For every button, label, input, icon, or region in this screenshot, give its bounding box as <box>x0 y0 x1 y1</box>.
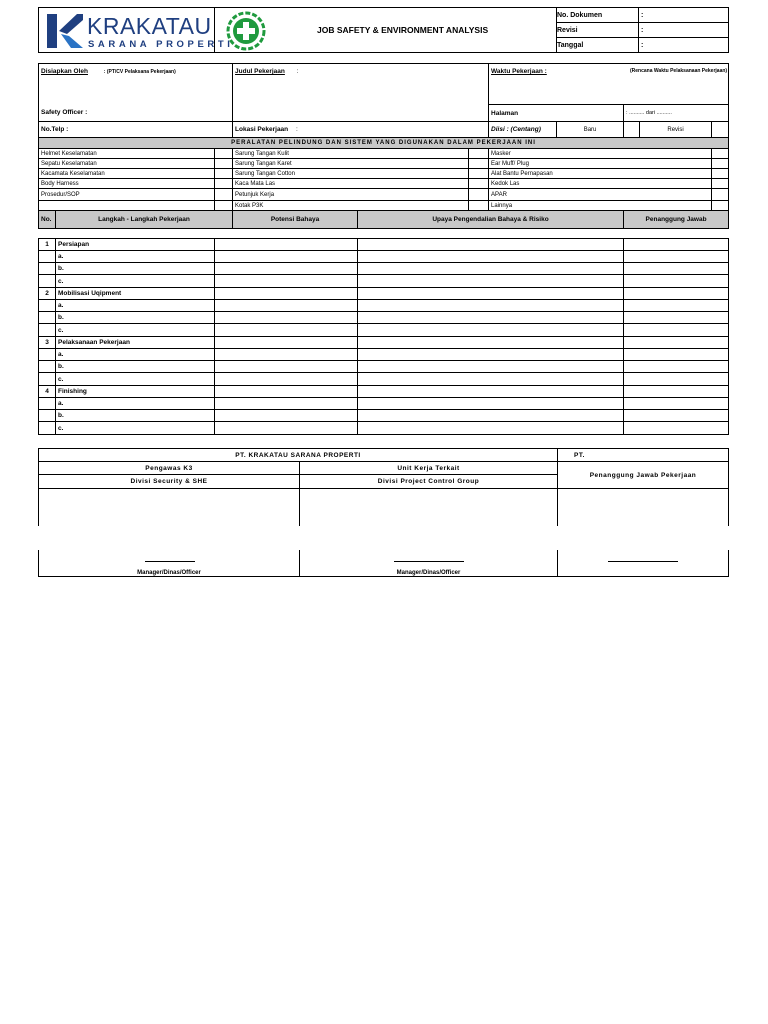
apd-item: Sepatu Keselamatan <box>39 159 215 169</box>
meta-value-revisi[interactable] <box>639 23 729 38</box>
apd-item: Ear Muff/ Plug <box>489 159 712 169</box>
apd-row <box>39 149 729 159</box>
signature-name-2[interactable] <box>300 550 558 576</box>
upaya-cell[interactable] <box>358 373 624 386</box>
krakatau-logo-icon <box>47 14 83 48</box>
potensi-cell[interactable] <box>215 361 358 373</box>
safety-officer-field[interactable] <box>39 105 233 122</box>
penanggung-cell[interactable] <box>624 239 729 251</box>
potensi-cell[interactable] <box>215 312 358 324</box>
diisi-label: Diisi : (Centang) <box>489 122 557 138</box>
step-name: Finishing <box>56 386 215 398</box>
potensi-cell[interactable] <box>215 251 358 263</box>
upaya-cell[interactable] <box>358 349 624 361</box>
apd-checkbox[interactable] <box>469 201 489 211</box>
brand-name: KRAKATAU <box>87 12 212 39</box>
revisi-checkbox[interactable] <box>712 122 729 138</box>
step-sub-row <box>39 251 729 263</box>
upaya-cell[interactable] <box>358 251 624 263</box>
waktu-hint: (Rencana Waktu Pelaksanaan Pekerjaan) <box>630 68 728 74</box>
signature-line <box>145 552 195 562</box>
step-number-empty <box>39 251 56 263</box>
potensi-cell[interactable] <box>215 300 358 312</box>
apd-checkbox[interactable] <box>469 189 489 201</box>
step-sub-row <box>39 398 729 410</box>
apd-row <box>39 189 729 201</box>
step-name: Persiapan <box>56 239 215 251</box>
meta-label-dokumen: No. Dokumen <box>557 8 639 23</box>
signature-name-1[interactable] <box>39 550 300 576</box>
step-number-empty <box>39 410 56 422</box>
step-sub-row <box>39 300 729 312</box>
step-sub-label[interactable]: c. <box>56 422 215 435</box>
apd-checkbox[interactable] <box>469 159 489 169</box>
step-name: Pelaksanaan Pekerjaan <box>56 337 215 349</box>
unit-label: Unit Kerja Terkait <box>300 462 558 475</box>
penanggung-cell[interactable] <box>624 349 729 361</box>
meta-sep: : <box>641 41 644 49</box>
signature-area-1[interactable] <box>39 489 300 526</box>
safety-cross-icon <box>225 10 267 52</box>
step-sub-row <box>39 361 729 373</box>
meta-value-tanggal[interactable] <box>639 38 729 53</box>
manager-label-1: Manager/Dinas/Officer <box>137 569 201 576</box>
apd-item: Helmet Keselamatan <box>39 149 215 159</box>
upaya-cell[interactable] <box>358 312 624 324</box>
potensi-cell[interactable] <box>215 263 358 275</box>
header-langkah: Langkah - Langkah Pekerjaan <box>56 211 233 229</box>
potensi-cell[interactable] <box>215 288 358 300</box>
penanggung-label: Penanggung Jawab Pekerjaan <box>558 462 729 489</box>
step-number-empty <box>39 263 56 275</box>
upaya-cell[interactable] <box>358 300 624 312</box>
apd-item: Sarung Tangan Karet <box>233 159 469 169</box>
penanggung-cell[interactable] <box>624 312 729 324</box>
apd-item: APAR <box>489 189 712 201</box>
penanggung-cell[interactable] <box>624 275 729 288</box>
apd-checkbox[interactable] <box>469 169 489 179</box>
disiapkan-hint: : (PT/CV Pelaksana Pekerjaan) <box>103 69 176 75</box>
penanggung-cell[interactable] <box>624 337 729 349</box>
upaya-cell[interactable] <box>358 324 624 337</box>
meta-label-revisi: Revisi <box>557 23 639 38</box>
apd-checkbox[interactable] <box>215 179 233 189</box>
upaya-cell[interactable] <box>358 288 624 300</box>
penanggung-cell[interactable] <box>624 373 729 386</box>
manager-label-2: Manager/Dinas/Officer <box>396 569 461 576</box>
step-sub-row <box>39 349 729 361</box>
step-number-empty <box>39 324 56 337</box>
step-sub-label[interactable]: a. <box>56 349 215 361</box>
step-number-empty <box>39 312 56 324</box>
step-sub-label[interactable]: b. <box>56 263 215 275</box>
step-number-empty <box>39 349 56 361</box>
potensi-cell[interactable] <box>215 349 358 361</box>
jsea-form-table <box>38 63 729 229</box>
meta-label-tanggal: Tanggal <box>557 38 639 53</box>
apd-item: Kaca Mata Las <box>233 179 469 189</box>
penanggung-cell[interactable] <box>624 263 729 275</box>
judul-field[interactable] <box>233 64 489 122</box>
step-number-empty <box>39 275 56 288</box>
potensi-cell[interactable] <box>215 324 358 337</box>
step-sub-label[interactable]: b. <box>56 312 215 324</box>
lokasi-sep: : <box>295 126 298 133</box>
step-sub-row <box>39 422 729 435</box>
upaya-cell[interactable] <box>358 410 624 422</box>
step-name: Mobilisasi Uqipment <box>56 288 215 300</box>
steps-table <box>38 238 729 435</box>
step-sub-row <box>39 275 729 288</box>
apd-item: Alat Bantu Pernapasan <box>489 169 712 179</box>
title-cell <box>215 8 557 53</box>
apd-item: Sarung Tangan Kulit <box>233 149 469 159</box>
meta-value-dokumen[interactable] <box>639 8 729 23</box>
disiapkan-label: Disiapkan Oleh <box>41 68 88 75</box>
upaya-cell[interactable] <box>358 263 624 275</box>
apd-item: Kacamata Keselamatan <box>39 169 215 179</box>
step-sub-row <box>39 263 729 275</box>
logo-cell <box>39 8 234 53</box>
apd-checkbox[interactable] <box>215 169 233 179</box>
step-sub-label[interactable]: b. <box>56 361 215 373</box>
upaya-cell[interactable] <box>358 422 624 435</box>
header-penanggung: Penanggung Jawab <box>624 211 729 229</box>
step-sub-row <box>39 324 729 337</box>
divisi-security: Divisi Security & SHE <box>39 475 300 489</box>
apd-item: Body Harness <box>39 179 215 189</box>
penanggung-cell[interactable] <box>624 251 729 263</box>
header-no: No. <box>39 211 56 229</box>
apd-item: Petunjuk Kerja <box>233 189 469 201</box>
apd-row <box>39 159 729 169</box>
penanggung-cell[interactable] <box>624 386 729 398</box>
signature-area-2[interactable] <box>300 489 558 526</box>
step-group-row <box>39 288 729 300</box>
step-number: 1 <box>39 239 56 251</box>
step-number-empty <box>39 398 56 410</box>
apd-checkbox[interactable] <box>712 149 729 159</box>
step-sub-row <box>39 312 729 324</box>
apd-row <box>39 201 729 211</box>
form-title: JOB SAFETY & ENVIRONMENT ANALYSIS <box>317 25 489 35</box>
upaya-cell[interactable] <box>358 361 624 373</box>
apd-checkbox[interactable] <box>469 149 489 159</box>
apd-row <box>39 169 729 179</box>
step-sub-label[interactable]: a. <box>56 251 215 263</box>
waktu-field[interactable] <box>489 64 729 105</box>
potensi-cell[interactable] <box>215 337 358 349</box>
meta-sep: : <box>641 26 644 34</box>
apd-checkbox[interactable] <box>712 159 729 169</box>
upaya-cell[interactable] <box>358 239 624 251</box>
apd-item: Masker <box>489 149 712 159</box>
step-sub-label[interactable]: a. <box>56 300 215 312</box>
step-sub-row <box>39 373 729 386</box>
penanggung-cell[interactable] <box>624 410 729 422</box>
halaman-value[interactable]: : .......... dari .......... <box>624 105 729 122</box>
potensi-cell[interactable] <box>215 410 358 422</box>
step-sub-label[interactable]: a. <box>56 398 215 410</box>
header-upaya: Upaya Pengendalian Bahaya & Risiko <box>358 211 624 229</box>
telp-field[interactable] <box>39 122 233 138</box>
step-number-empty <box>39 361 56 373</box>
apd-checkbox[interactable] <box>215 201 233 211</box>
step-sub-row <box>39 410 729 422</box>
brand-subtitle: SARANA PROPERTI <box>88 38 234 50</box>
baru-option: Baru <box>557 122 624 138</box>
pengawas-label: Pengawas K3 <box>39 462 300 475</box>
penanggung-cell[interactable] <box>624 300 729 312</box>
potensi-cell[interactable] <box>215 275 358 288</box>
apd-checkbox[interactable] <box>712 201 729 211</box>
apd-checkbox[interactable] <box>215 189 233 201</box>
company-name: PT. KRAKATAU SARANA PROPERTI <box>39 449 558 462</box>
potensi-cell[interactable] <box>215 422 358 435</box>
step-number: 2 <box>39 288 56 300</box>
lokasi-label: Lokasi Pekerjaan <box>235 126 289 133</box>
signature-area-3[interactable] <box>558 489 729 526</box>
penanggung-cell[interactable] <box>624 361 729 373</box>
baru-checkbox[interactable] <box>624 122 640 138</box>
signature-name-3[interactable] <box>558 550 729 576</box>
upaya-cell[interactable] <box>358 398 624 410</box>
upaya-cell[interactable] <box>358 337 624 349</box>
penanggung-cell[interactable] <box>624 422 729 435</box>
step-group-row <box>39 239 729 251</box>
header-potensi: Potensi Bahaya <box>233 211 358 229</box>
step-number: 4 <box>39 386 56 398</box>
potensi-cell[interactable] <box>215 239 358 251</box>
upaya-cell[interactable] <box>358 275 624 288</box>
step-number-empty <box>39 422 56 435</box>
apd-item: Prosedur/SOP <box>39 189 215 201</box>
apd-checkbox[interactable] <box>712 169 729 179</box>
apd-checkbox[interactable] <box>712 189 729 201</box>
apd-checkbox[interactable] <box>469 179 489 189</box>
apd-item: Kedok Las <box>489 179 712 189</box>
steps-header <box>39 211 729 229</box>
step-number-empty <box>39 373 56 386</box>
telp-label: No.Telp : <box>41 126 69 133</box>
apd-item: Sarung Tangan Cotton <box>233 169 469 179</box>
waktu-label: Waktu Pekerjaan : <box>491 68 547 75</box>
divisi-project: Divisi Project Control Group <box>300 475 558 489</box>
apd-item: Kotak P3K <box>233 201 469 211</box>
potensi-cell[interactable] <box>215 398 358 410</box>
penanggung-cell[interactable] <box>624 324 729 337</box>
judul-sep: : <box>296 68 299 75</box>
step-sub-label[interactable]: c. <box>56 373 215 386</box>
step-number-empty <box>39 300 56 312</box>
pt-label: PT. <box>558 449 729 462</box>
potensi-cell[interactable] <box>215 373 358 386</box>
step-group-row <box>39 337 729 349</box>
potensi-cell[interactable] <box>215 386 358 398</box>
document-header <box>38 7 729 53</box>
step-sub-label[interactable]: c. <box>56 275 215 288</box>
signature-line <box>394 552 464 562</box>
judul-label: Judul Pekerjaan <box>235 68 285 75</box>
lokasi-field[interactable] <box>233 122 489 138</box>
apd-title: PERALATAN PELINDUNG DAN SISTEM YANG DIGUNAKAN DALAM PEKERJAAN INI <box>39 138 729 149</box>
upaya-cell[interactable] <box>358 386 624 398</box>
safety-officer-label: Safety Officer : <box>41 109 88 117</box>
apd-item: Lainnya <box>489 201 712 211</box>
signature-names <box>38 550 729 577</box>
meta-sep: : <box>641 11 644 19</box>
step-number: 3 <box>39 337 56 349</box>
apd-checkbox[interactable] <box>712 179 729 189</box>
penanggung-cell[interactable] <box>624 288 729 300</box>
apd-checkbox[interactable] <box>215 149 233 159</box>
disiapkan-field[interactable] <box>39 64 233 105</box>
halaman-label: Halaman <box>489 105 624 122</box>
step-sub-label[interactable]: b. <box>56 410 215 422</box>
penanggung-cell[interactable] <box>624 398 729 410</box>
step-group-row <box>39 386 729 398</box>
apd-checkbox[interactable] <box>215 159 233 169</box>
step-sub-label[interactable]: c. <box>56 324 215 337</box>
apd-item <box>39 201 215 211</box>
signature-line <box>608 552 678 562</box>
apd-row <box>39 179 729 189</box>
signature-table <box>38 448 729 526</box>
revisi-option: Revisi <box>640 122 712 138</box>
